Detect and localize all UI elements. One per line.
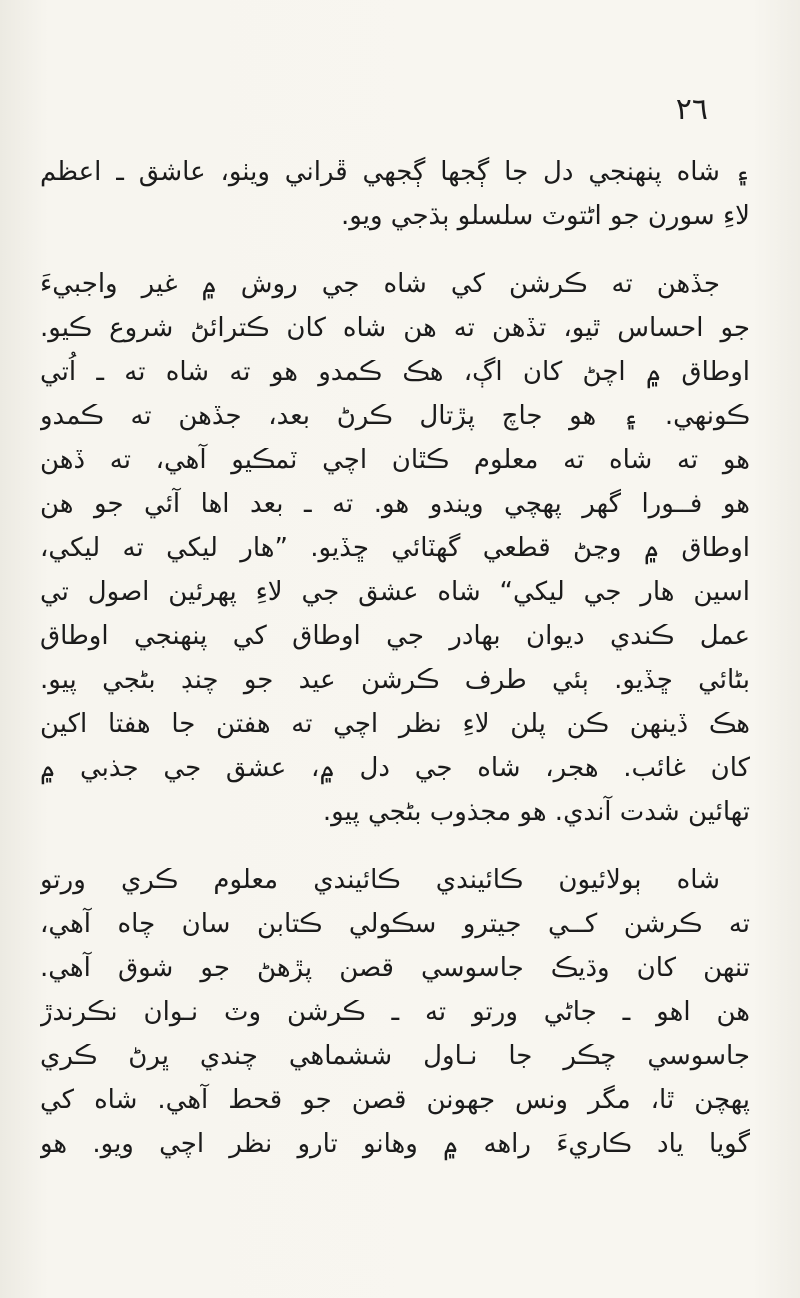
text-line: هو ته شاه ته معلوم ڪٿان اچي ٽمڪيو آهي، ته ڏهن: [40, 445, 750, 475]
paragraph-3: [40, 858, 750, 1166]
text-line: اسين هار جي ليکي“ شاه عشق جي لاءِ پهرئين اصول تي: [40, 577, 750, 607]
text-line: عمل ڪندي ديوان بهادر جي اوطاق کي پنهنجي اوطاق: [40, 621, 750, 651]
page-body: [40, 150, 750, 1190]
text-line: کان غائب. هجر، شاه جي دل ۾، عشق جي جذبي ۾: [40, 753, 750, 783]
text-line: ته ڪرشن کــي جيترو سڪولي ڪتابن سان چاه آهي،: [40, 909, 750, 939]
text-line: شاه ٻولائيون ڪائيندي ڪائيندي معلوم ڪري ورتو: [40, 865, 720, 895]
page-number: ٢٦: [675, 92, 708, 127]
text-line: جاسوسي چڪر جا نـاول ششماهي چندي ڀرڻ ڪري: [40, 1041, 750, 1071]
text-line: تنهن کان وڌيڪ جاسوسي قصن پڙهڻ جو شوق آهي.: [40, 953, 750, 983]
text-line: بڻائي ڇڏيو. ٻئي طرف ڪرشن عيد جو چنڊ بڻجي پيو.: [40, 665, 750, 695]
text-line: تهائين شدت آندي. هو مجذوب بڻجي پيو.: [322, 797, 750, 827]
paragraph-2: [40, 262, 750, 834]
text-line: گويا ياد ڪاريءَ راهه ۾ وهانو تارو نظر اچي ويو. هو: [40, 1129, 750, 1159]
text-line: جڏهن ته ڪرشن کي شاه جي روش ۾ غير واجبيءَ: [40, 269, 720, 299]
text-line: هڪ ڏينهن ڪن پلن لاءِ نظر اچي ته هفتن جا هفتا اکين: [40, 709, 750, 739]
text-line: جو احساس ٿيو، تڏهن ته هن شاه کان ڪترائڻ شروع ڪيو.: [40, 313, 750, 343]
text-line: پهچن ٿا، مگر ونس جهونن قصن جو قحط آهي. شاه کي: [40, 1085, 750, 1115]
text-line: اوطاق ۾ اچڻ کان اڳ، هڪ ڪمدو هو ته شاه ته ـ اُتي: [40, 357, 750, 387]
text-line: اوطاق ۾ وڃڻ قطعي گهٽائي ڇڏيو. ”هار ليکي ته ليکي،: [40, 533, 750, 563]
text-line: هو فــورا گهر پهچي ويندو هو. ته ـ بعد اها آئي جو هن: [40, 489, 750, 519]
text-line: لاءِ سورن جو اڻتوٽ سلسلو ٻڌجي ويو.: [341, 201, 750, 231]
text-line: ڪونهي. ۽ هو جاچ پڙتال ڪرڻ بعد، جڏهن ته ڪمدو: [40, 401, 750, 431]
text-line: هن اهو ـ جاڻي ورتو ته ـ ڪرشن وٽ نـوان نڪرندڙ: [40, 997, 750, 1027]
text-line: ۽ شاه پنهنجي دل جا ڳجها ڳجهي ڦراني ويٺو، عاشق ـ اعظم: [40, 157, 750, 187]
paragraph-1: [40, 150, 750, 238]
